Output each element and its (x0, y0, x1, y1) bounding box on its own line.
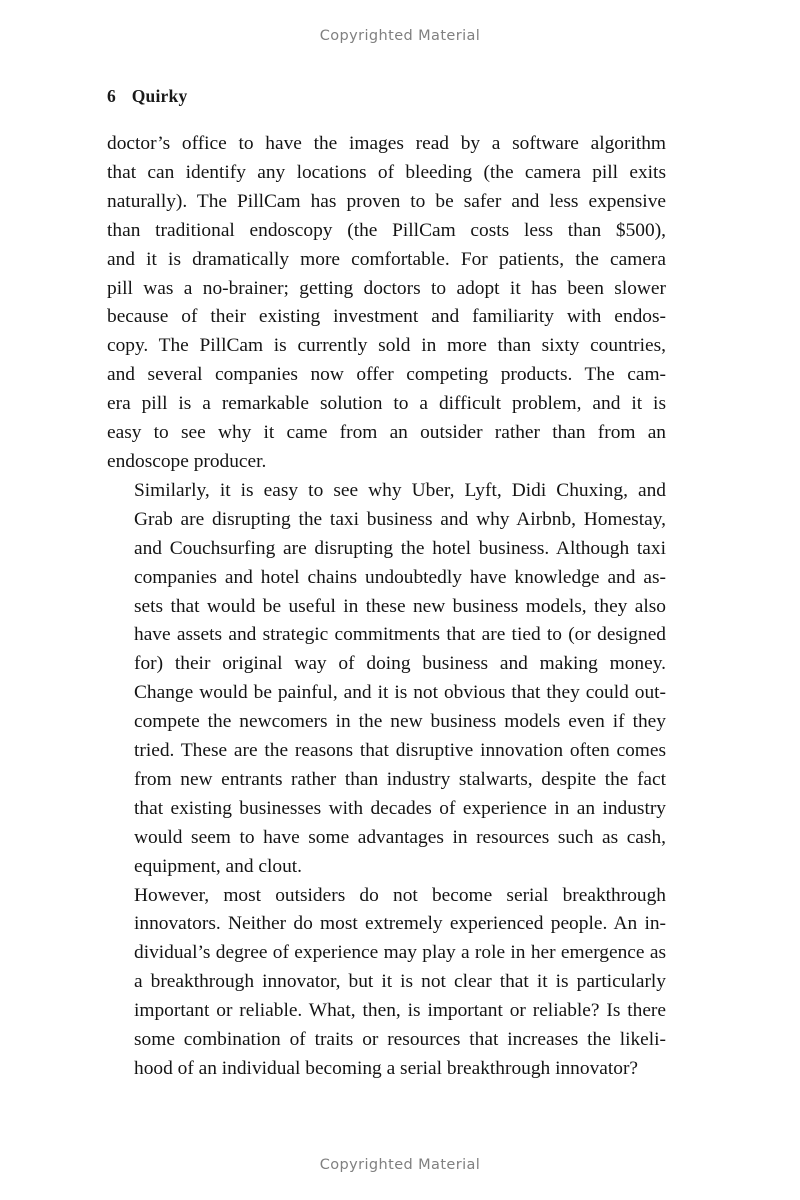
text-line: era pill is a remarkable solution to a difficult problem, and it is (107, 393, 666, 415)
text-line: compete the newcomers in the new business models even if they (134, 711, 666, 733)
text-line: than traditional endoscopy (the PillCam costs less than $500), (107, 219, 666, 241)
paragraph (107, 882, 666, 1084)
text-line: innovators. Neither do most extremely experienced people. An in- (134, 913, 666, 935)
text-line: tried. These are the reasons that disruptive innovation often comes (134, 740, 666, 762)
paragraph (107, 477, 666, 882)
text-line: hood of an individual becoming a serial breakthrough innovator? (134, 1058, 639, 1079)
body-text-block (107, 130, 666, 1084)
text-line: copy. The PillCam is currently sold in more than sixty countries, (107, 335, 666, 357)
text-line: endoscope producer. (107, 450, 267, 472)
text-line: for) their original way of doing business and making money. (134, 653, 666, 675)
text-line: naturally). The PillCam has proven to be safer and less expensive (107, 190, 666, 212)
text-line: that existing businesses with decades of experience in an industry (134, 797, 666, 819)
page-folio-number: 6 (107, 86, 116, 106)
text-line: would seem to have some advantages in resources such as cash, (134, 826, 666, 848)
paragraph (107, 130, 666, 477)
running-head (107, 86, 187, 107)
text-line: important or reliable. What, then, is important or reliable? Is there (134, 1000, 666, 1022)
text-line: Similarly, it is easy to see why Uber, Lyft, Didi Chuxing, and (134, 479, 666, 501)
text-line: and it is dramatically more comfortable. For patients, the camera (107, 248, 666, 270)
text-line: equipment, and clout. (134, 855, 303, 877)
text-line: However, most outsiders do not become serial breakthrough (134, 884, 666, 906)
text-line: pill was a no-brainer; getting doctors to adopt it has been slower (107, 277, 666, 299)
text-line: doctor’s office to have the images read by a software algorithm (107, 133, 666, 154)
book-title: Quirky (131, 86, 188, 106)
text-line: some combination of traits or resources that increases the likeli- (134, 1029, 666, 1051)
text-line: that can identify any locations of bleeding (the camera pill exits (107, 161, 666, 183)
text-line: from new entrants rather than industry stalwarts, despite the fact (134, 768, 666, 790)
text-line: Grab are disrupting the taxi business and why Airbnb, Homestay, (134, 508, 666, 530)
copyright-watermark-bottom: Copyrighted Material (319, 1157, 481, 1173)
text-line: and Couchsurfing are disrupting the hotel business. Although taxi (134, 537, 666, 559)
text-line: sets that would be useful in these new business models, they also (134, 595, 666, 617)
text-line: dividual’s degree of experience may play a role in her emergence as (134, 942, 666, 964)
text-line: because of their existing investment and familiarity with endos- (107, 306, 666, 328)
text-line: and several companies now offer competing products. The cam- (107, 364, 666, 386)
copyright-watermark-top: Copyrighted Material (319, 28, 481, 44)
text-line: have assets and strategic commitments that are tied to (or designed (134, 624, 666, 646)
text-line: Change would be painful, and it is not obvious that they could out- (134, 682, 666, 704)
text-line: a breakthrough innovator, but it is not clear that it is particularly (134, 971, 666, 993)
text-line: companies and hotel chains undoubtedly have knowledge and as- (134, 566, 666, 588)
text-line: easy to see why it came from an outsider rather than from an (107, 422, 666, 444)
